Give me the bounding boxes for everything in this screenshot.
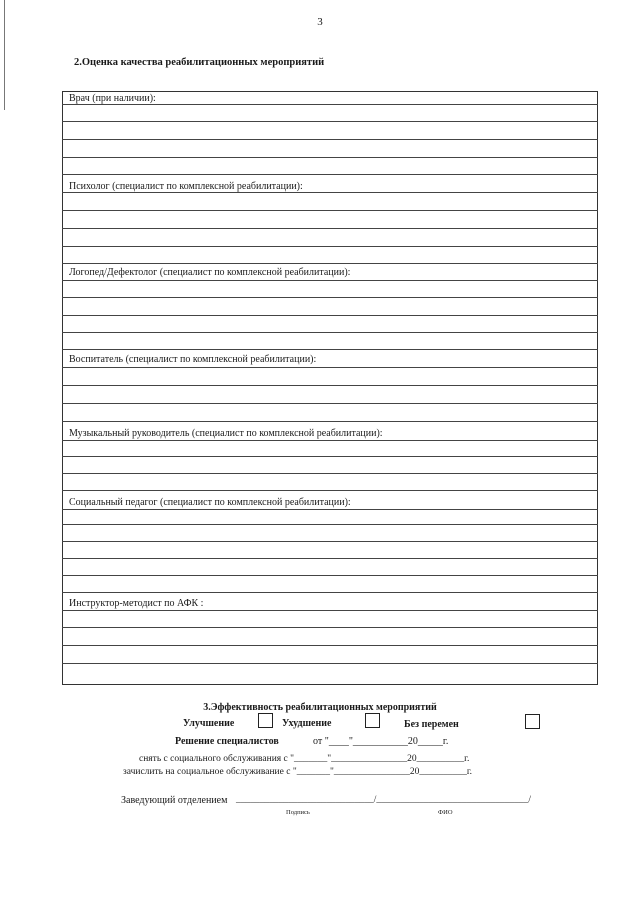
ruled-line xyxy=(62,509,598,510)
ruled-line xyxy=(62,645,598,646)
ruled-line xyxy=(62,367,598,368)
ruled-line xyxy=(62,174,598,175)
signature-line: _____________________________/________________________________/ xyxy=(236,795,532,805)
ruled-line xyxy=(62,610,598,611)
ruled-line xyxy=(62,592,598,593)
ruled-line xyxy=(62,627,598,628)
ruled-line xyxy=(62,473,598,474)
ruled-line xyxy=(62,663,598,664)
ruled-line xyxy=(62,228,598,229)
worsening-checkbox[interactable] xyxy=(365,713,380,728)
ruled-line xyxy=(62,139,598,140)
ruled-line xyxy=(62,385,598,386)
section2-title: 2.Оценка качества реабилитационных мероприятий xyxy=(74,57,325,68)
spec-label-music-director: Музыкальный руководитель (специалист по комплексной реабилитации): xyxy=(69,428,383,439)
head-of-department-label: Заведующий отделением xyxy=(121,795,228,806)
improvement-checkbox[interactable] xyxy=(258,713,273,728)
ruled-line xyxy=(62,490,598,491)
spec-label-educator: Воспитатель (специалист по комплексной реабилитации): xyxy=(69,354,317,365)
fio-caption: ФИО xyxy=(438,809,453,816)
ruled-line xyxy=(62,297,598,298)
ruled-line xyxy=(62,403,598,404)
decision-date: от "____"___________20_____г. xyxy=(313,736,449,747)
ruled-line xyxy=(62,121,598,122)
ruled-line xyxy=(62,524,598,525)
option-worsening-label: Ухудшение xyxy=(282,718,332,729)
ruled-line xyxy=(62,210,598,211)
option-no-change-label: Без перемен xyxy=(404,719,459,730)
section3-title: 3.Эффективность реабилитационных мероприятий xyxy=(203,702,437,713)
ruled-line xyxy=(62,104,598,105)
ruled-line xyxy=(62,456,598,457)
ruled-line xyxy=(62,541,598,542)
ruled-line xyxy=(62,440,598,441)
enroll-in-service-line: зачислить на социальное обслуживание с "_______"________________20__________г. xyxy=(123,767,473,777)
ruled-line xyxy=(62,263,598,264)
ruled-line xyxy=(62,575,598,576)
ruled-line xyxy=(62,315,598,316)
ruled-line xyxy=(62,157,598,158)
ruled-line xyxy=(62,192,598,193)
remove-from-service-line: снять с социального обслуживания с "_______"________________20__________г. xyxy=(139,754,470,764)
signature-caption: Подпись xyxy=(286,809,310,816)
decision-label: Решение специалистов xyxy=(175,736,279,747)
spec-label-psychologist: Психолог (специалист по комплексной реабилитации): xyxy=(69,181,303,192)
ruled-line xyxy=(62,280,598,281)
spec-label-speech-therapist: Логопед/Дефектолог (специалист по комплексной реабилитации): xyxy=(69,267,351,278)
ruled-line xyxy=(62,349,598,350)
page-number: 3 xyxy=(317,16,323,28)
no-change-checkbox[interactable] xyxy=(525,714,540,729)
spec-label-afk-instructor: Инструктор-методист по АФК : xyxy=(69,598,204,609)
ruled-line xyxy=(62,421,598,422)
option-improvement-label: Улучшение xyxy=(183,718,235,729)
ruled-line xyxy=(62,332,598,333)
ruled-line xyxy=(62,558,598,559)
ruled-line xyxy=(62,246,598,247)
spec-label-doctor: Врач (при наличии): xyxy=(69,93,156,104)
spec-label-social-pedagogue: Социальный педагог (специалист по комплексной реабилитации): xyxy=(69,497,351,508)
